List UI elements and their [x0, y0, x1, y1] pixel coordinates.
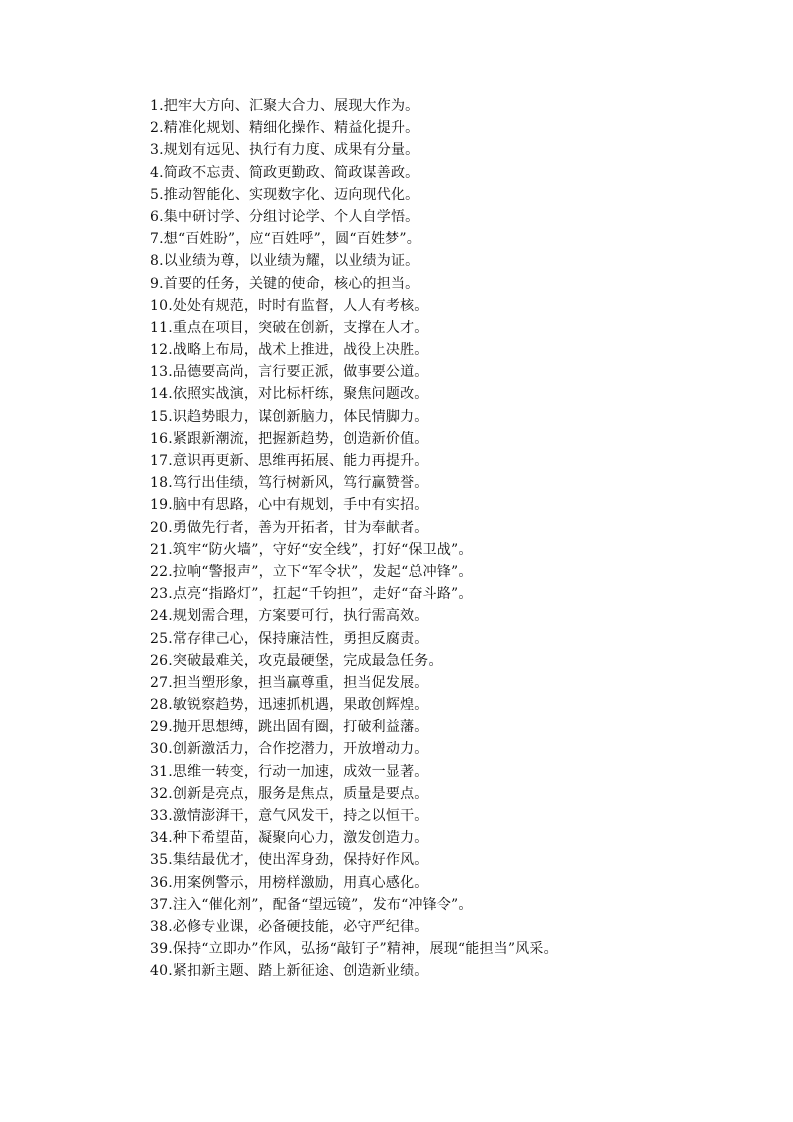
- list-item: 40.紧扣新主题、踏上新征途、创造新业绩。: [150, 963, 429, 980]
- list-item: 10.处处有规范，时时有监督，人人有考核。: [150, 297, 429, 314]
- list-item: 33.激情澎湃干，意气风发干，持之以恒干。: [150, 808, 429, 824]
- list-item: 2.精准化规划、精细化操作、精益化提升。: [150, 120, 420, 137]
- list-item: 17.意识再更新、思维再拓展、能力再提升。: [150, 453, 429, 469]
- list-item: 22.拉响“警报声”，立下“军令状”，发起“总冲锋”。: [150, 563, 473, 580]
- list-item: 6.集中研讨学、分组讨论学、个人自学悟。: [150, 208, 420, 225]
- list-item: 39.保持“立即办”作风，弘扬“敲钉子”精神，展现“能担当”风采。: [150, 941, 558, 958]
- list-item: 35.集结最优才，使出浑身劲，保持好作风。: [150, 852, 429, 869]
- list-item: 14.依照实战演，对比标杆练，聚焦问题改。: [150, 386, 429, 403]
- list-item: 34.种下希望苗，凝聚向心力，激发创造力。: [150, 830, 429, 847]
- list-item: 16.紧跟新潮流，把握新趋势，创造新价值。: [150, 430, 429, 447]
- list-item: 8.以业绩为尊，以业绩为耀，以业绩为证。: [150, 253, 420, 270]
- list-item: 12.战略上布局，战术上推进，战役上决胜。: [150, 342, 429, 359]
- list-item: 28.敏锐察趋势，迅速抓机遇，果敢创辉煌。: [150, 697, 429, 714]
- list-item: 24.规划需合理，方案要可行，执行需高效。: [150, 608, 429, 625]
- list-item: 7.想“百姓盼”，应“百姓呼”，圆“百姓梦”。: [150, 231, 421, 248]
- list-item: 13.品德要高尚，言行要正派，做事要公道。: [150, 364, 429, 381]
- list-item: 36.用案例警示，用榜样激励，用真心感化。: [150, 874, 429, 891]
- list-item: 38.必修专业课，必备硬技能，必守严纪律。: [150, 918, 429, 935]
- list-item: 27.担当塑形象，担当赢尊重，担当促发展。: [150, 674, 429, 691]
- list-item: 11.重点在项目，突破在创新，支撑在人才。: [150, 319, 429, 336]
- list-item: 29.抛开思想缚，跳出固有圈，打破利益藩。: [150, 719, 429, 736]
- list-item: 3.规划有远见、执行有力度、成果有分量。: [150, 142, 420, 159]
- list-item: 15.识趋势眼力，谋创新脑力，体民情脚力。: [150, 408, 429, 425]
- list-item: 37.注入“催化剂”，配备“望远镜”，发布“冲锋令”。: [150, 896, 473, 913]
- list-item: 30.创新激活力，合作挖潜力，开放增动力。: [150, 741, 429, 758]
- list-item: 5.推动智能化、实现数字化、迈向现代化。: [150, 186, 420, 203]
- list-item: 20.勇做先行者，善为开拓者，甘为奉献者。: [150, 519, 429, 536]
- list-item: 32.创新是亮点，服务是焦点，质量是要点。: [150, 785, 429, 802]
- list-item: 25.常存律己心，保持廉洁性，勇担反腐责。: [150, 630, 429, 647]
- list-item: 9.首要的任务，关键的使命，核心的担当。: [150, 275, 420, 292]
- list-item: 18.笃行出佳绩，笃行树新风，笃行赢赞誉。: [150, 475, 429, 492]
- list-item: 19.脑中有思路，心中有规划，手中有实招。: [150, 497, 429, 514]
- list-item: 21.筑牢“防火墙”，守好“安全线”，打好“保卫战”。: [150, 541, 473, 558]
- slogan-list: [150, 95, 558, 983]
- list-item: 4.简政不忘责、简政更勤政、简政谋善政。: [150, 164, 420, 181]
- list-item: 1.把牢大方向、汇聚大合力、展现大作为。: [150, 98, 420, 114]
- list-item: 31.思维一转变，行动一加速，成效一显著。: [150, 763, 429, 780]
- list-item: 26.突破最难关，攻克最硬堡，完成最急任务。: [150, 652, 443, 669]
- list-item: 23.点亮“指路灯”，扛起“千钧担”，走好“奋斗路”。: [150, 586, 473, 603]
